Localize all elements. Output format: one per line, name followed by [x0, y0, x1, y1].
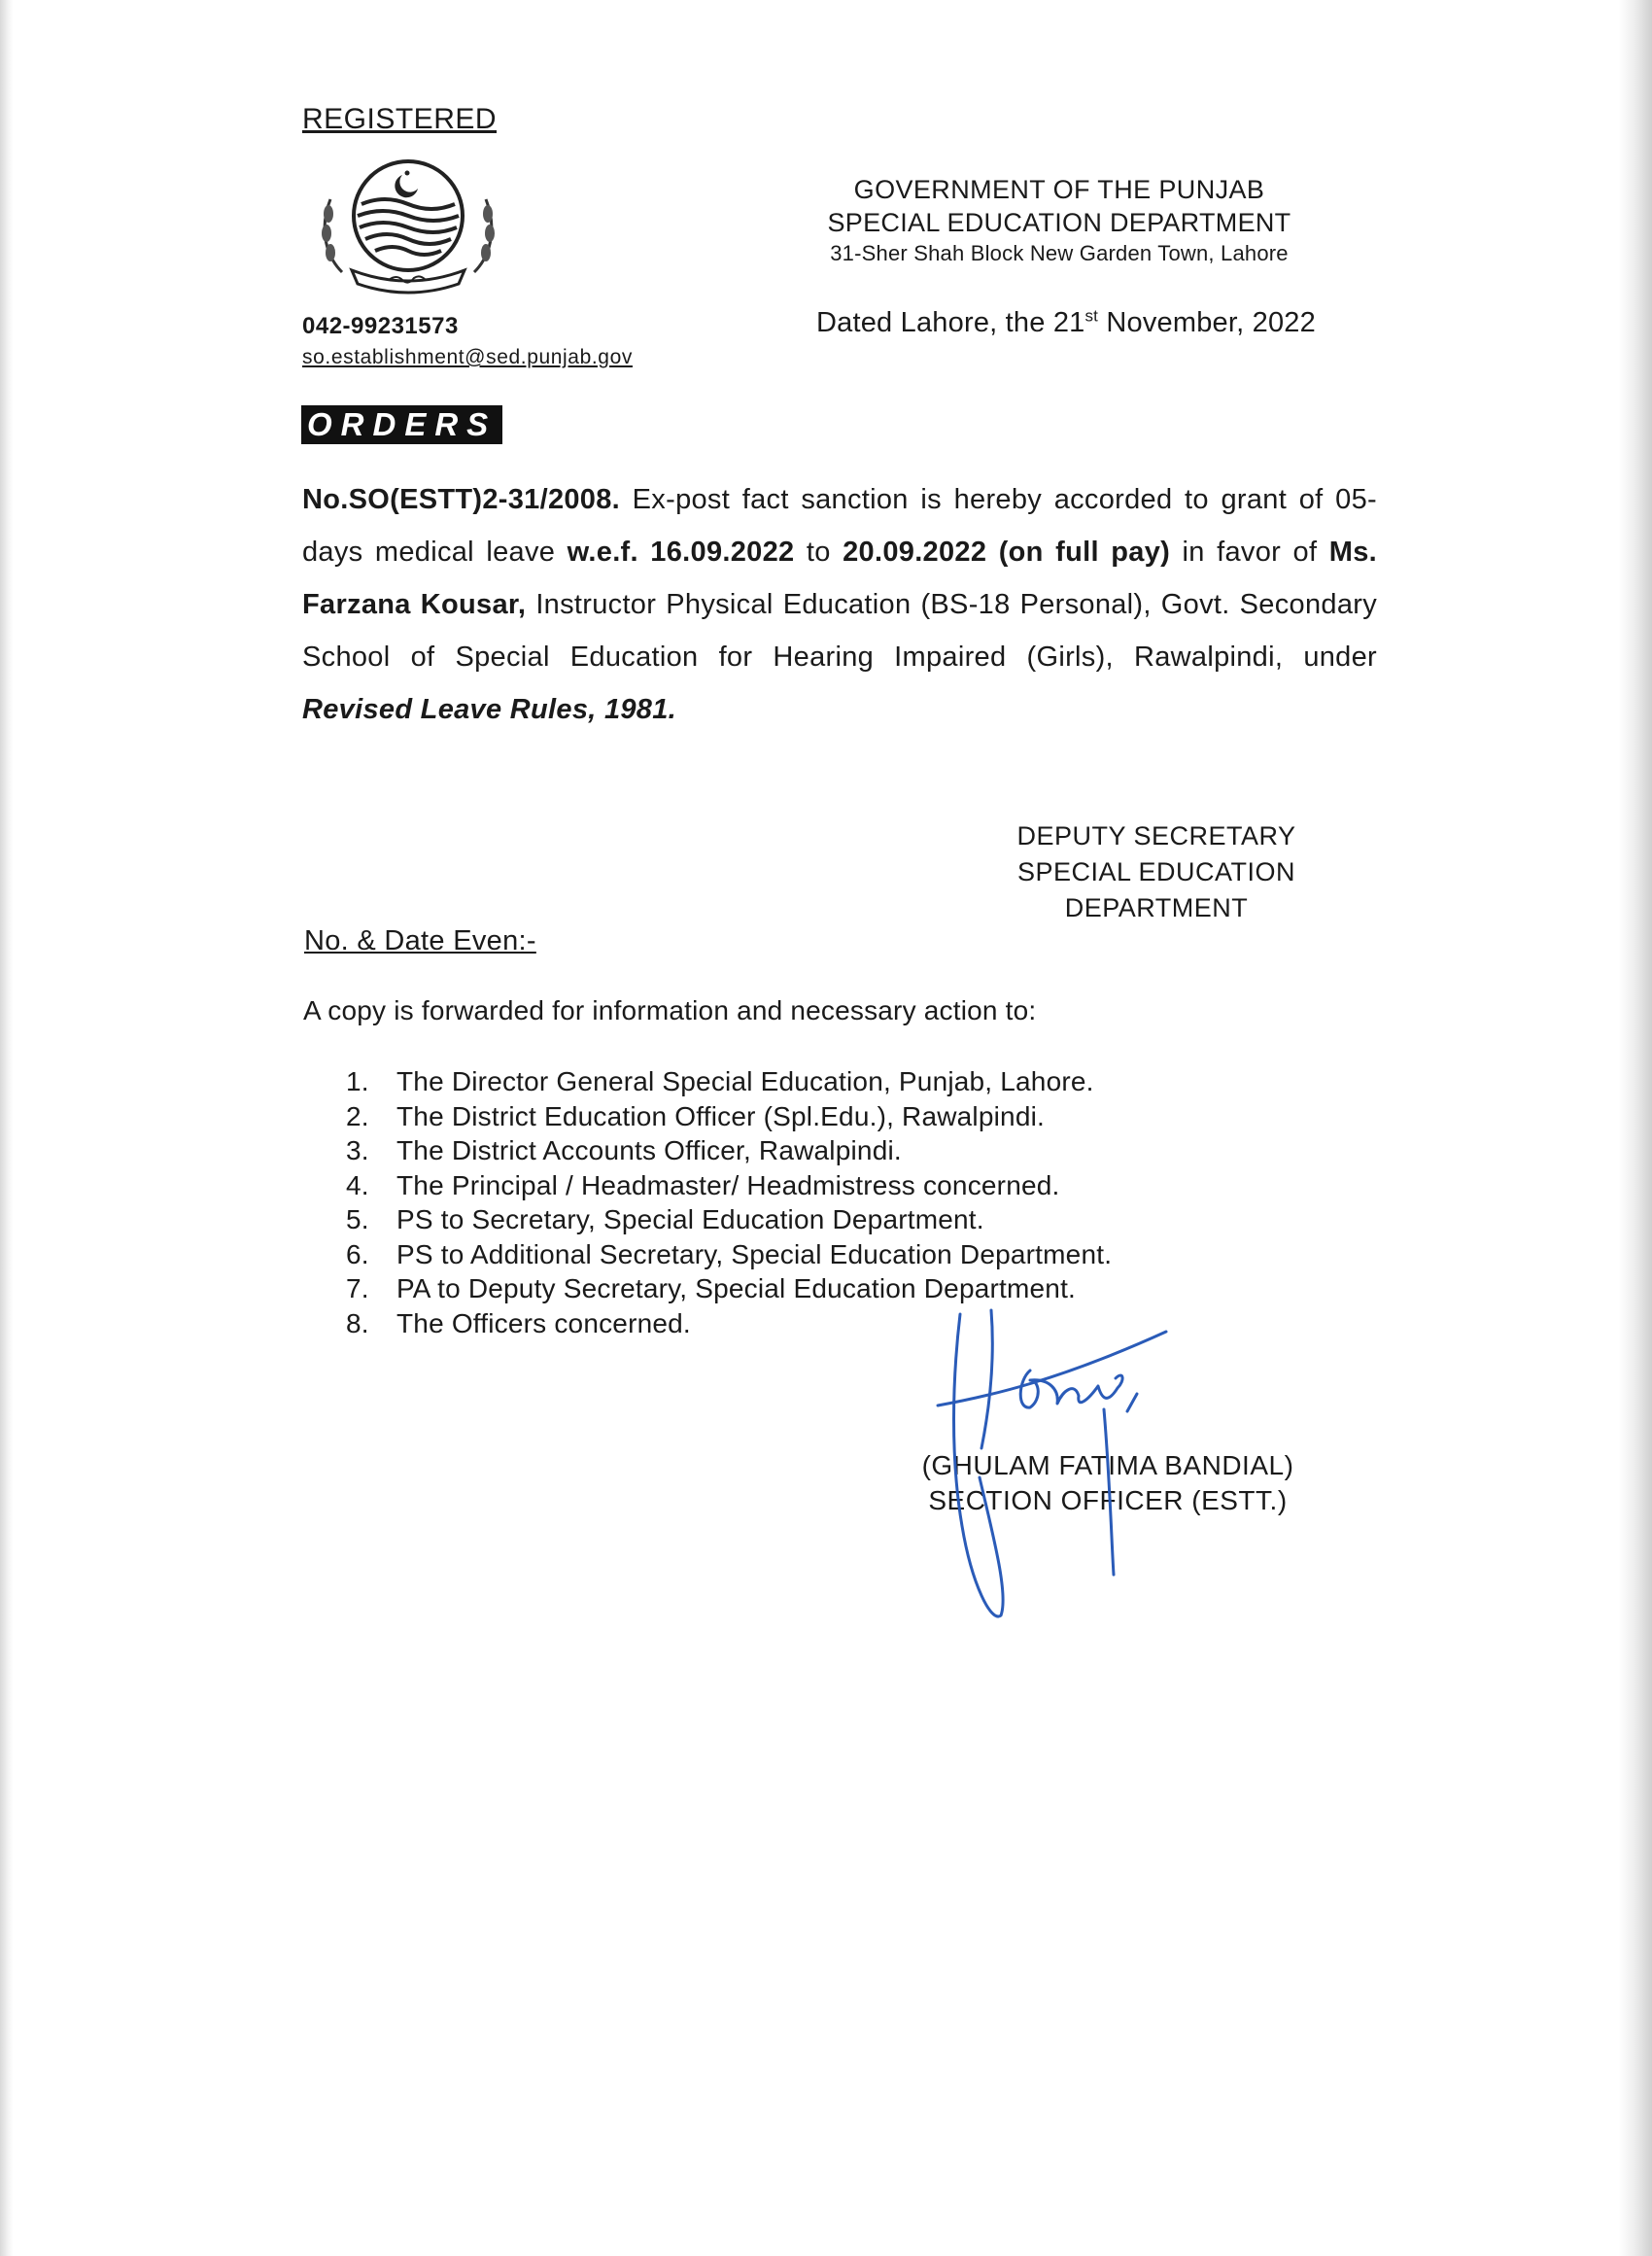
deputy-secretary-line2: SPECIAL EDUCATION — [1016, 857, 1296, 886]
phone-number: 042-99231573 — [302, 313, 459, 339]
list-number: 7. — [346, 1273, 369, 1303]
handwritten-signature — [933, 1302, 1186, 1633]
email-link[interactable]: so.establishment@sed.punjab.gov — [302, 346, 633, 368]
list-text: PA to Deputy Secretary, Special Education Department. — [396, 1273, 1077, 1303]
list-text: The District Accounts Officer, Rawalpindi. — [396, 1135, 902, 1165]
list-number: 6. — [346, 1238, 369, 1269]
list-item — [346, 1202, 1112, 1237]
list-item — [346, 1168, 1112, 1203]
deputy-secretary-line3: DEPARTMENT — [1064, 893, 1249, 922]
list-number: 1. — [346, 1066, 369, 1096]
scan-edge-left — [0, 0, 14, 2256]
list-item — [346, 1064, 1112, 1099]
order-to-date: 20.09.2022 (on full pay) — [843, 537, 1171, 568]
distribution-list — [346, 1064, 1112, 1340]
government-title: GOVERNMENT OF THE PUNJAB — [853, 175, 1265, 204]
list-text: PS to Secretary, Special Education Department. — [396, 1204, 984, 1234]
deputy-secretary-block — [933, 818, 1380, 926]
order-paragraph — [302, 473, 1377, 736]
dated-ordinal: st — [1084, 306, 1099, 326]
section-officer-name: (GHULAM FATIMA BANDIAL) — [921, 1450, 1294, 1480]
forwarding-intro: A copy is forwarded for information and necessary action to: — [303, 995, 1037, 1025]
list-item — [346, 1099, 1112, 1134]
orders-heading: ORDERS — [301, 405, 502, 444]
order-text-1: Ex-post fact sanction is hereby accorded to grant of 05-days medical leave — [302, 484, 1377, 568]
list-number: 5. — [346, 1204, 369, 1234]
list-text: The Director General Special Education, Punjab, Lahore. — [396, 1066, 1094, 1096]
dated-suffix: November, 2022 — [1098, 307, 1316, 338]
dated-prefix: Dated Lahore, the 21 — [816, 307, 1085, 338]
list-item — [346, 1271, 1112, 1306]
deputy-secretary-line1: DEPUTY SECRETARY — [1016, 821, 1296, 850]
leave-rules: Revised Leave Rules, 1981. — [302, 694, 677, 725]
list-item — [346, 1133, 1112, 1168]
punjab-government-emblem-icon — [313, 156, 503, 301]
list-number: 8. — [346, 1307, 369, 1338]
list-text: The Officers concerned. — [396, 1307, 691, 1338]
list-item — [346, 1237, 1112, 1272]
no-date-even-heading: No. & Date Even:- — [304, 925, 536, 956]
list-number: 2. — [346, 1100, 369, 1131]
order-text-3: Instructor Physical Education (BS-18 Personal), Govt. Secondary School of Special Education for Hearing Impaired (Girls), Rawalpindi, under — [302, 589, 1378, 673]
dated-line — [816, 307, 1316, 339]
section-officer-title: SECTION OFFICER (ESTT.) — [928, 1485, 1288, 1515]
list-number: 4. — [346, 1169, 369, 1200]
scan-edge-right — [1619, 0, 1652, 2256]
list-text: PS to Additional Secretary, Special Education Department. — [396, 1238, 1113, 1269]
list-text: The Principal / Headmaster/ Headmistress concerned. — [396, 1169, 1060, 1200]
order-to: to — [794, 537, 843, 568]
letterhead — [758, 173, 1360, 268]
employee-name: Ms. Farzana Kousar, — [302, 537, 1378, 620]
order-wef: w.e.f. 16.09.2022 — [567, 537, 795, 568]
list-number: 3. — [346, 1135, 369, 1165]
department-address: 31-Sher Shah Block New Garden Town, Lahore — [830, 241, 1289, 265]
registered-label: REGISTERED — [302, 103, 498, 135]
order-number: No.SO(ESTT)2-31/2008. — [302, 484, 621, 515]
order-text-2: in favor of — [1170, 537, 1329, 568]
department-title: SPECIAL EDUCATION DEPARTMENT — [827, 208, 1291, 237]
list-text: The District Education Officer (Spl.Edu.), Rawalpindi. — [396, 1100, 1045, 1131]
